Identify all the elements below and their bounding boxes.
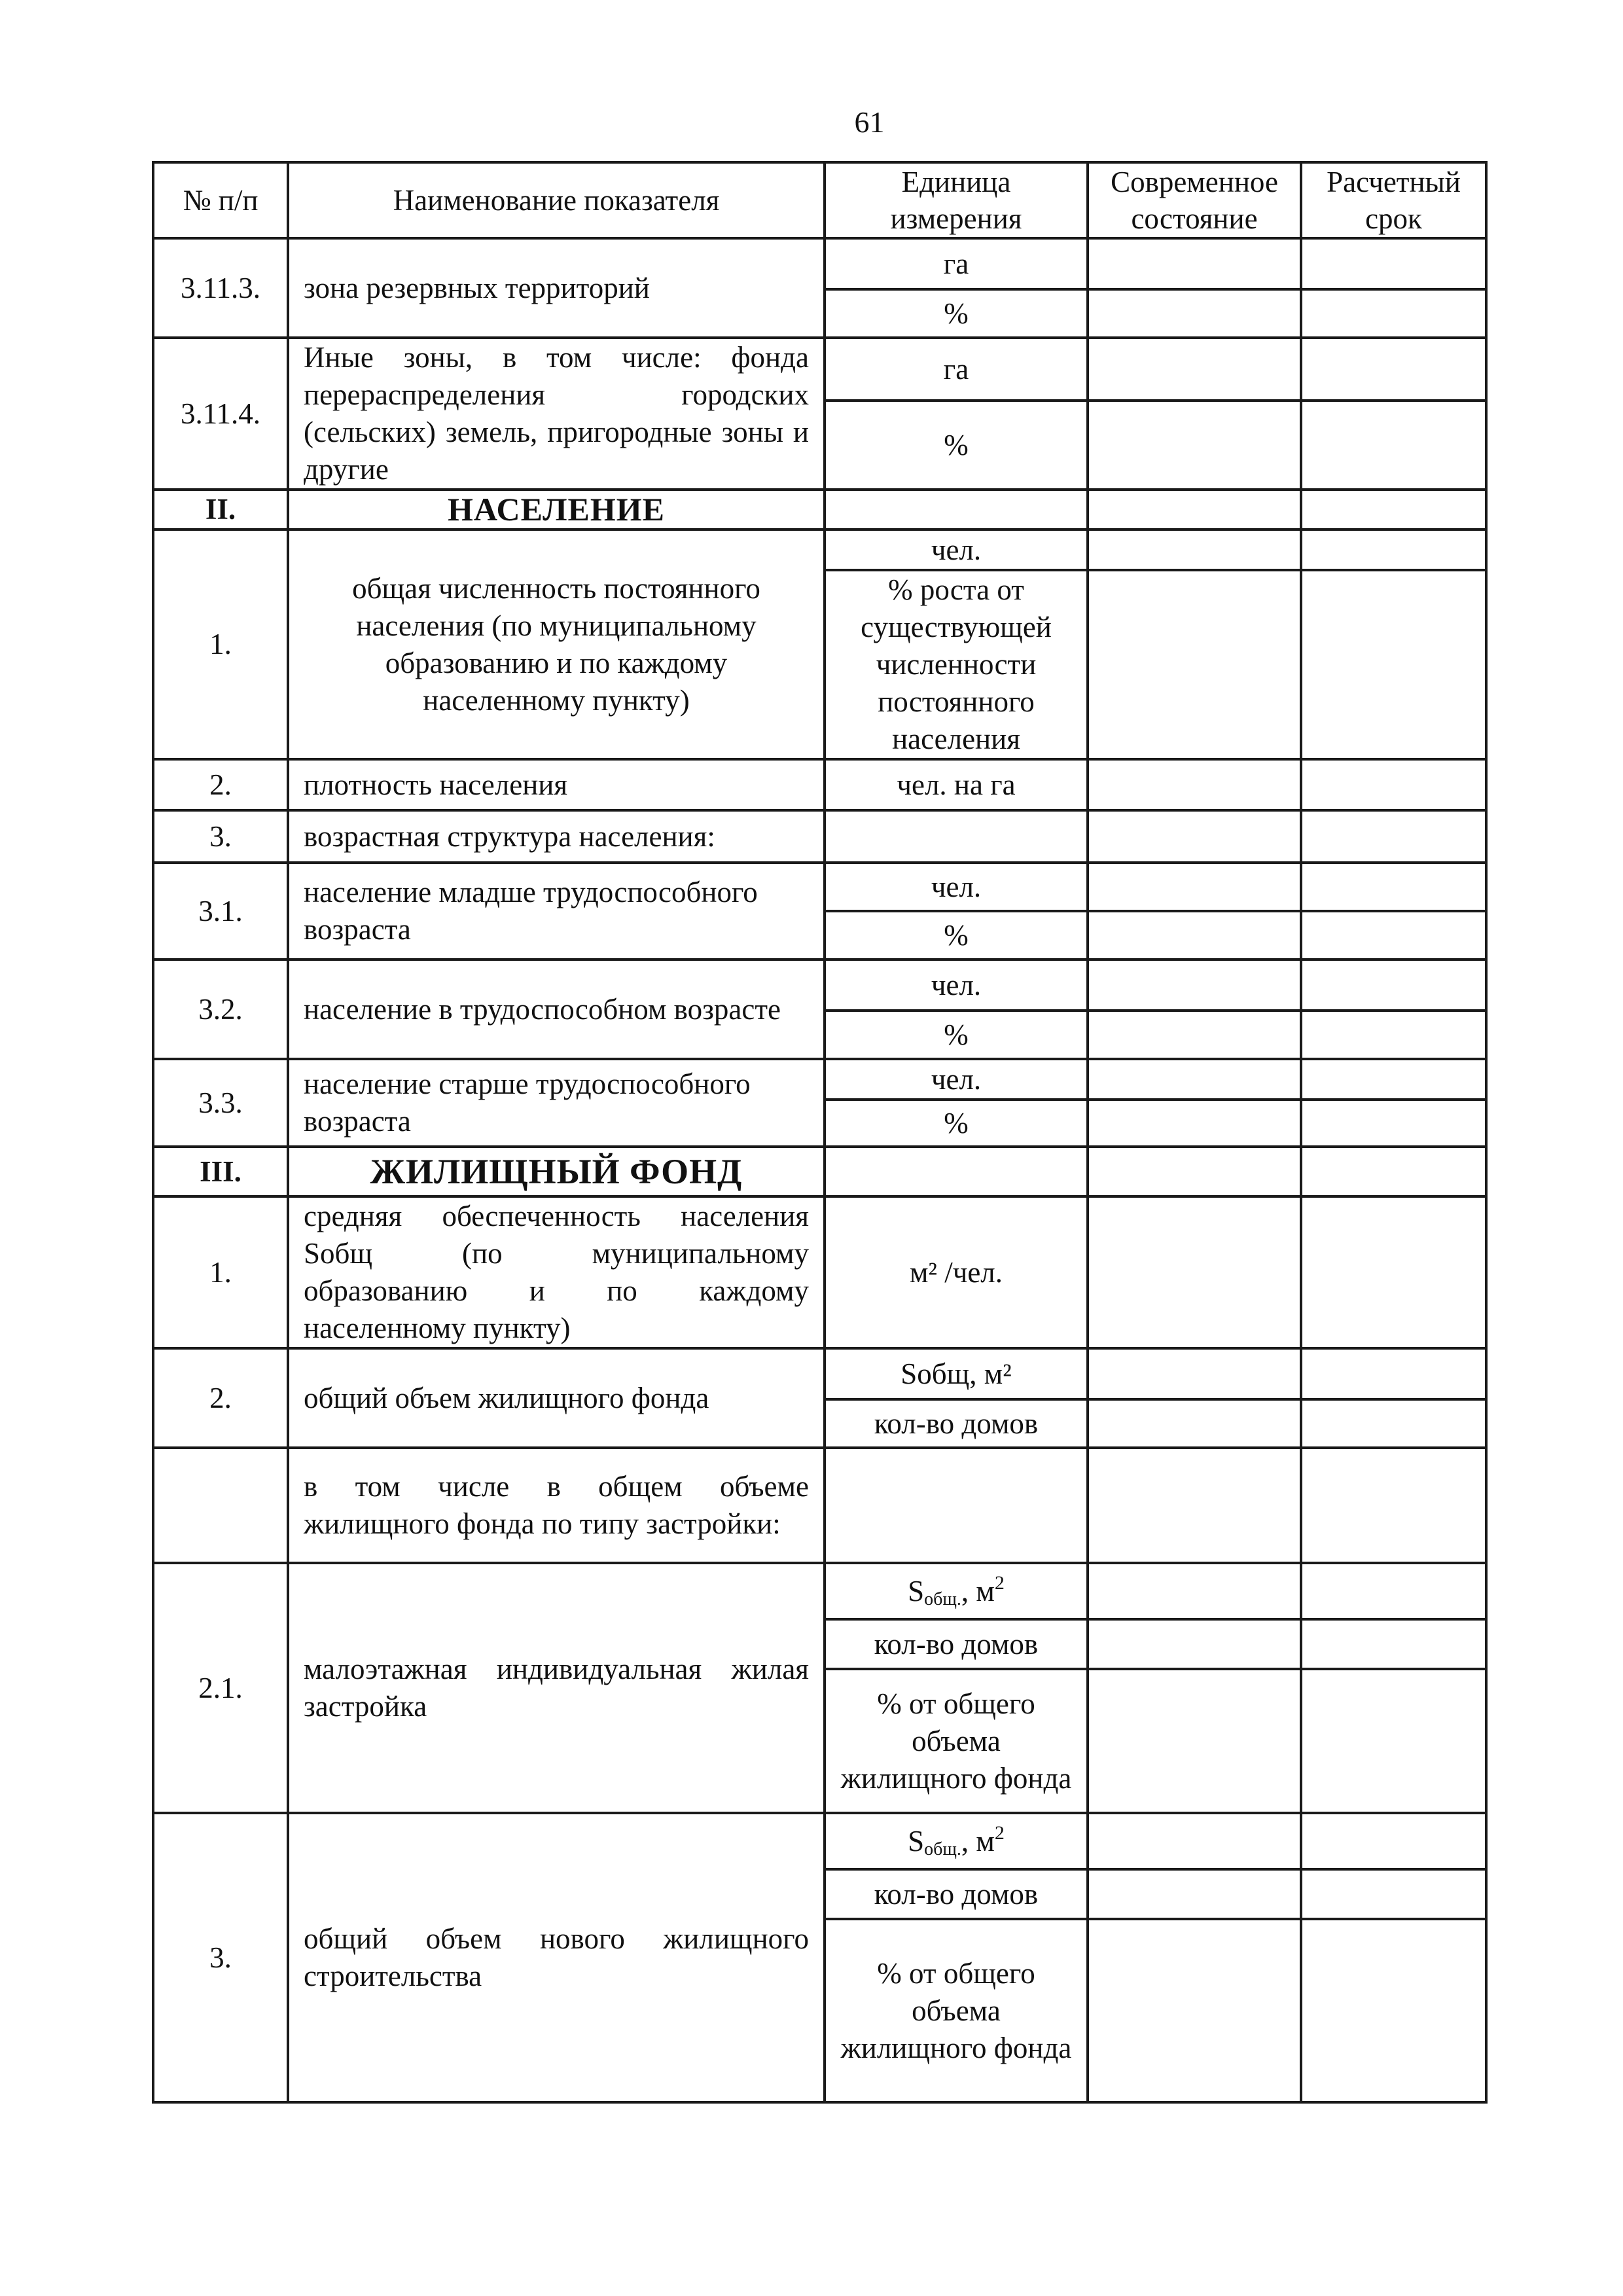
current-value-cell <box>1088 570 1301 759</box>
unit-cell <box>825 490 1088 529</box>
unit-symbol: S <box>908 1825 925 1857</box>
current-value-cell <box>1088 289 1301 338</box>
current-value-cell <box>1088 529 1301 570</box>
section-row <box>153 490 1486 529</box>
forecast-value-cell <box>1301 1399 1486 1448</box>
row-number: 1. <box>153 1196 288 1348</box>
indicator-name: зона резервных территорий <box>288 238 825 338</box>
unit-cell: % от общего объема жилищного фонда <box>825 1919 1088 2102</box>
indicator-name: население старше трудоспособного возраста <box>288 1059 825 1147</box>
current-value-cell <box>1088 1196 1301 1348</box>
row-number: 2. <box>153 759 288 810</box>
col-header-unit: Единица измерения <box>825 162 1088 238</box>
unit-cell: % <box>825 1100 1088 1147</box>
forecast-value-cell <box>1301 529 1486 570</box>
unit-cell: % <box>825 911 1088 960</box>
indicator-name: в том числе в общем объеме жилищного фонда по типу застройки: <box>288 1448 825 1563</box>
forecast-value-cell <box>1301 1619 1486 1669</box>
unit-cell: % <box>825 1011 1088 1059</box>
forecast-value-cell <box>1301 570 1486 759</box>
forecast-value-cell <box>1301 1011 1486 1059</box>
current-value-cell <box>1088 1813 1301 1869</box>
unit-subscript: общ. <box>924 1589 961 1609</box>
current-value-cell <box>1088 1448 1301 1563</box>
forecast-value-cell <box>1301 1147 1486 1196</box>
row-number: 3.11.3. <box>153 238 288 338</box>
col-header-current: Современное состояние <box>1088 162 1301 238</box>
forecast-value-cell <box>1301 863 1486 911</box>
indicator-name: возрастная структура населения: <box>288 810 825 863</box>
indicator-name: население в трудоспособном возрасте <box>288 960 825 1059</box>
table-row <box>153 1448 1486 1563</box>
indicator-name: общая численность постоянного населения (по муниципальному образованию и по каждому населенному пункту) <box>288 529 825 759</box>
current-value-cell <box>1088 338 1301 401</box>
row-number: 2. <box>153 1348 288 1448</box>
forecast-value-cell <box>1301 1100 1486 1147</box>
row-number: 3. <box>153 1813 288 2102</box>
forecast-value-cell <box>1301 1348 1486 1399</box>
current-value-cell <box>1088 810 1301 863</box>
unit-subscript: общ. <box>924 1839 961 1859</box>
forecast-value-cell <box>1301 911 1486 960</box>
row-number: 2.1. <box>153 1563 288 1813</box>
table-row <box>153 1059 1486 1100</box>
unit-cell: чел. <box>825 960 1088 1011</box>
current-value-cell <box>1088 1011 1301 1059</box>
table-row <box>153 810 1486 863</box>
row-number: 3.11.4. <box>153 338 288 490</box>
table-row <box>153 1563 1486 1619</box>
unit-cell <box>825 1563 1088 1619</box>
table-row <box>153 1813 1486 1869</box>
unit-cell: га <box>825 238 1088 289</box>
indicator-name: Иные зоны, в том числе: фонда перераспределения городских (сельских) земель, пригородные зоны и другие <box>288 338 825 490</box>
table-row <box>153 1348 1486 1399</box>
row-number: 3. <box>153 810 288 863</box>
current-value-cell <box>1088 490 1301 529</box>
table-header-row <box>153 162 1486 238</box>
unit-tail: , м <box>961 1825 995 1857</box>
section-number: II. <box>153 490 288 529</box>
row-number: 1. <box>153 529 288 759</box>
row-number: 3.1. <box>153 863 288 960</box>
current-value-cell <box>1088 1919 1301 2102</box>
unit-cell <box>825 1448 1088 1563</box>
table-row <box>153 759 1486 810</box>
indicator-name: малоэтажная индивидуальная жилая застройка <box>288 1563 825 1813</box>
unit-cell: % от общего объема жилищного фонда <box>825 1669 1088 1813</box>
current-value-cell <box>1088 1869 1301 1919</box>
table-row <box>153 529 1486 570</box>
indicator-name: общий объем нового жилищного строительства <box>288 1813 825 2102</box>
indicator-name: общий объем жилищного фонда <box>288 1348 825 1448</box>
forecast-value-cell <box>1301 1869 1486 1919</box>
unit-cell <box>825 1147 1088 1196</box>
table-row <box>153 863 1486 911</box>
unit-cell: % роста от существующей численности постоянного населения <box>825 570 1088 759</box>
indicator-name: средняя обеспеченность населения Sобщ (по муниципальному образованию и по каждому населенному пункту) <box>288 1196 825 1348</box>
table-row <box>153 960 1486 1011</box>
current-value-cell <box>1088 960 1301 1011</box>
col-header-name: Наименование показателя <box>288 162 825 238</box>
current-value-cell <box>1088 1059 1301 1100</box>
unit-cell <box>825 1813 1088 1869</box>
forecast-value-cell <box>1301 1563 1486 1619</box>
forecast-value-cell <box>1301 960 1486 1011</box>
unit-cell: чел. <box>825 863 1088 911</box>
section-title: ЖИЛИЩНЫЙ ФОНД <box>288 1147 825 1196</box>
page-number: 61 <box>854 105 885 139</box>
forecast-value-cell <box>1301 238 1486 289</box>
forecast-value-cell <box>1301 338 1486 401</box>
unit-cell <box>825 810 1088 863</box>
section-number: III. <box>153 1147 288 1196</box>
indicator-name: население младше трудоспособного возраста <box>288 863 825 960</box>
forecast-value-cell <box>1301 759 1486 810</box>
unit-symbol: S <box>908 1575 925 1607</box>
unit-cell: чел. на га <box>825 759 1088 810</box>
forecast-value-cell <box>1301 1448 1486 1563</box>
forecast-value-cell <box>1301 1669 1486 1813</box>
current-value-cell <box>1088 1669 1301 1813</box>
current-value-cell <box>1088 911 1301 960</box>
unit-superscript: 2 <box>994 1572 1005 1594</box>
current-value-cell <box>1088 1563 1301 1619</box>
current-value-cell <box>1088 1399 1301 1448</box>
row-number: 3.2. <box>153 960 288 1059</box>
current-value-cell <box>1088 759 1301 810</box>
indicator-table <box>152 161 1488 2104</box>
current-value-cell <box>1088 1348 1301 1399</box>
table-row <box>153 338 1486 401</box>
forecast-value-cell <box>1301 1196 1486 1348</box>
row-number <box>153 1448 288 1563</box>
unit-cell: кол-во домов <box>825 1399 1088 1448</box>
forecast-value-cell <box>1301 289 1486 338</box>
current-value-cell <box>1088 1619 1301 1669</box>
unit-superscript: 2 <box>994 1822 1005 1844</box>
forecast-value-cell <box>1301 1813 1486 1869</box>
forecast-value-cell <box>1301 810 1486 863</box>
unit-cell: кол-во домов <box>825 1869 1088 1919</box>
forecast-value-cell <box>1301 1059 1486 1100</box>
current-value-cell <box>1088 863 1301 911</box>
indicator-name: плотность населения <box>288 759 825 810</box>
unit-cell: чел. <box>825 529 1088 570</box>
unit-cell: % <box>825 289 1088 338</box>
unit-cell: кол-во домов <box>825 1619 1088 1669</box>
indicator-table-sheet <box>152 161 1485 2097</box>
row-number: 3.3. <box>153 1059 288 1147</box>
unit-cell: % <box>825 401 1088 490</box>
unit-cell: чел. <box>825 1059 1088 1100</box>
unit-tail: , м <box>961 1575 995 1607</box>
unit-cell: га <box>825 338 1088 401</box>
current-value-cell <box>1088 1100 1301 1147</box>
forecast-value-cell <box>1301 490 1486 529</box>
current-value-cell <box>1088 1147 1301 1196</box>
table-row <box>153 238 1486 289</box>
section-row <box>153 1147 1486 1196</box>
section-title: НАСЕЛЕНИЕ <box>288 490 825 529</box>
forecast-value-cell <box>1301 401 1486 490</box>
table-row <box>153 1196 1486 1348</box>
forecast-value-cell <box>1301 1919 1486 2102</box>
unit-cell: Sобщ, м² <box>825 1348 1088 1399</box>
unit-cell: м² /чел. <box>825 1196 1088 1348</box>
current-value-cell <box>1088 238 1301 289</box>
col-header-forecast: Расчетный срок <box>1301 162 1486 238</box>
current-value-cell <box>1088 401 1301 490</box>
col-header-num: № п/п <box>153 162 288 238</box>
